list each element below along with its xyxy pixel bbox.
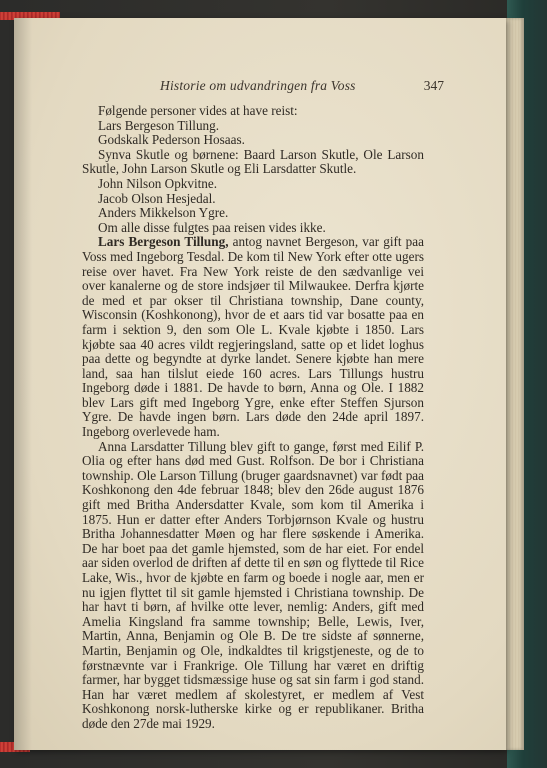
paragraph-lars-tillung xyxy=(82,235,424,439)
intro-line: Følgende personer vides at have reist: xyxy=(98,103,298,118)
traveler-item: Jacob Olson Hesjedal. xyxy=(98,190,216,206)
page-body xyxy=(82,104,424,732)
traveler-item: Om alle disse fulgtes paa reisen vides ikke. xyxy=(98,219,326,235)
paragraph-text: antog navnet Bergeson, var gift paa Voss med Ingeborg Tesdal. De kom til New York efter otte ugers reise over havet. Fra New York reiste de den sædvanlige vei over kanalerne og de store indsjøer til Milwaukee. Derfra kjørte de med et par okser til Christiana township, Dane county, Wisconsin (Koshkonong), hvor de et aars tid var bosatte paa en farm i sektion 9, den som Ole L. Kvale kjøbte i 1850. Lars kjøbte saa 40 acres vildt regjeringsland, satte op et lidet loghus paa dette og begyndte at dyrke landet. Senere kjøbte han mere land, saa han tilslut eiede 160 acres. Lars Tillungs hustru Ingeborg døde i 1881. De havde to børn, Anna og Ole. I 1882 blev Lars gift med Ingeborg Ygre, enke efter Steffen Sjurson Ygre. De havde ingen børn. Lars døde den 24de april 1897. Ingeborg overlevede ham. xyxy=(82,234,424,440)
traveler-item: John Nilson Opkvitne. xyxy=(98,175,218,191)
paragraph-anna-tillung: Anna Larsdatter Tillung blev gift to gange, først med Eilif P. Olia og efter hans død med Gust. Rolfson. De bor i Christiana township. Ole Larson Tillung (bruger gaardsnavnet) var født paa Koshkonong den 4de februar 1848; blev den 26de august 1876 gift med Britha Andersdatter Kvale, som kom til Amerika i 1875. Hun er datter efter Anders Torbjørnson Kvale og hustru Britha Johannesdatter Møen og har flere søskende i Amerika. De har boet paa det gamle hjemsted, som de har eiet. For endel aar siden overlod de driften af dette til en søn og flyttede til Rice Lake, Wis., hvor de kjøbte en farm og boede i nogle aar, men er nu igjen flyttet til sit gamle hjemsted i Christiana township. De har havt ti børn, af hvilke otte lever, nemlig: Anders, gift med Amelia Kingsland fra samme township; Belle, Lewis, Iver, Martin, Anna, Benjamin og Ole B. De tre sidste af sønnerne, Martin, Benjamin og Ole, indkaldtes til krigstjeneste, og de to førstnævnte var i Frankrige. Ole Tillung har været en driftig farmer, har bygget tidsmæssige huse og sat sin farm i god stand. Han har været medlem af skolestyret, er medlem af Vest Koshkonong norsk-lutherske kirke og er republikaner. Britha døde den 27de mai 1929. xyxy=(82,438,424,731)
book-page xyxy=(14,18,506,750)
page-number: 347 xyxy=(423,78,444,93)
lead-name: Lars Bergeson Tillung, xyxy=(98,234,229,250)
page-header xyxy=(84,78,444,98)
traveler-item: Anders Mikkelson Ygre. xyxy=(98,205,229,221)
running-title: Historie om udvandringen fra Voss xyxy=(160,78,356,93)
traveler-item: Godskalk Pederson Hosaas. xyxy=(98,132,245,148)
traveler-item: Lars Bergeson Tillung. xyxy=(98,117,220,133)
traveler-item: Synva Skutle og børnene: Baard Larson Skutle, Ole Larson Skutle, John Larson Skutle og Eli Larsdatter Skutle. xyxy=(82,146,424,177)
gutter-shadow xyxy=(14,18,32,750)
